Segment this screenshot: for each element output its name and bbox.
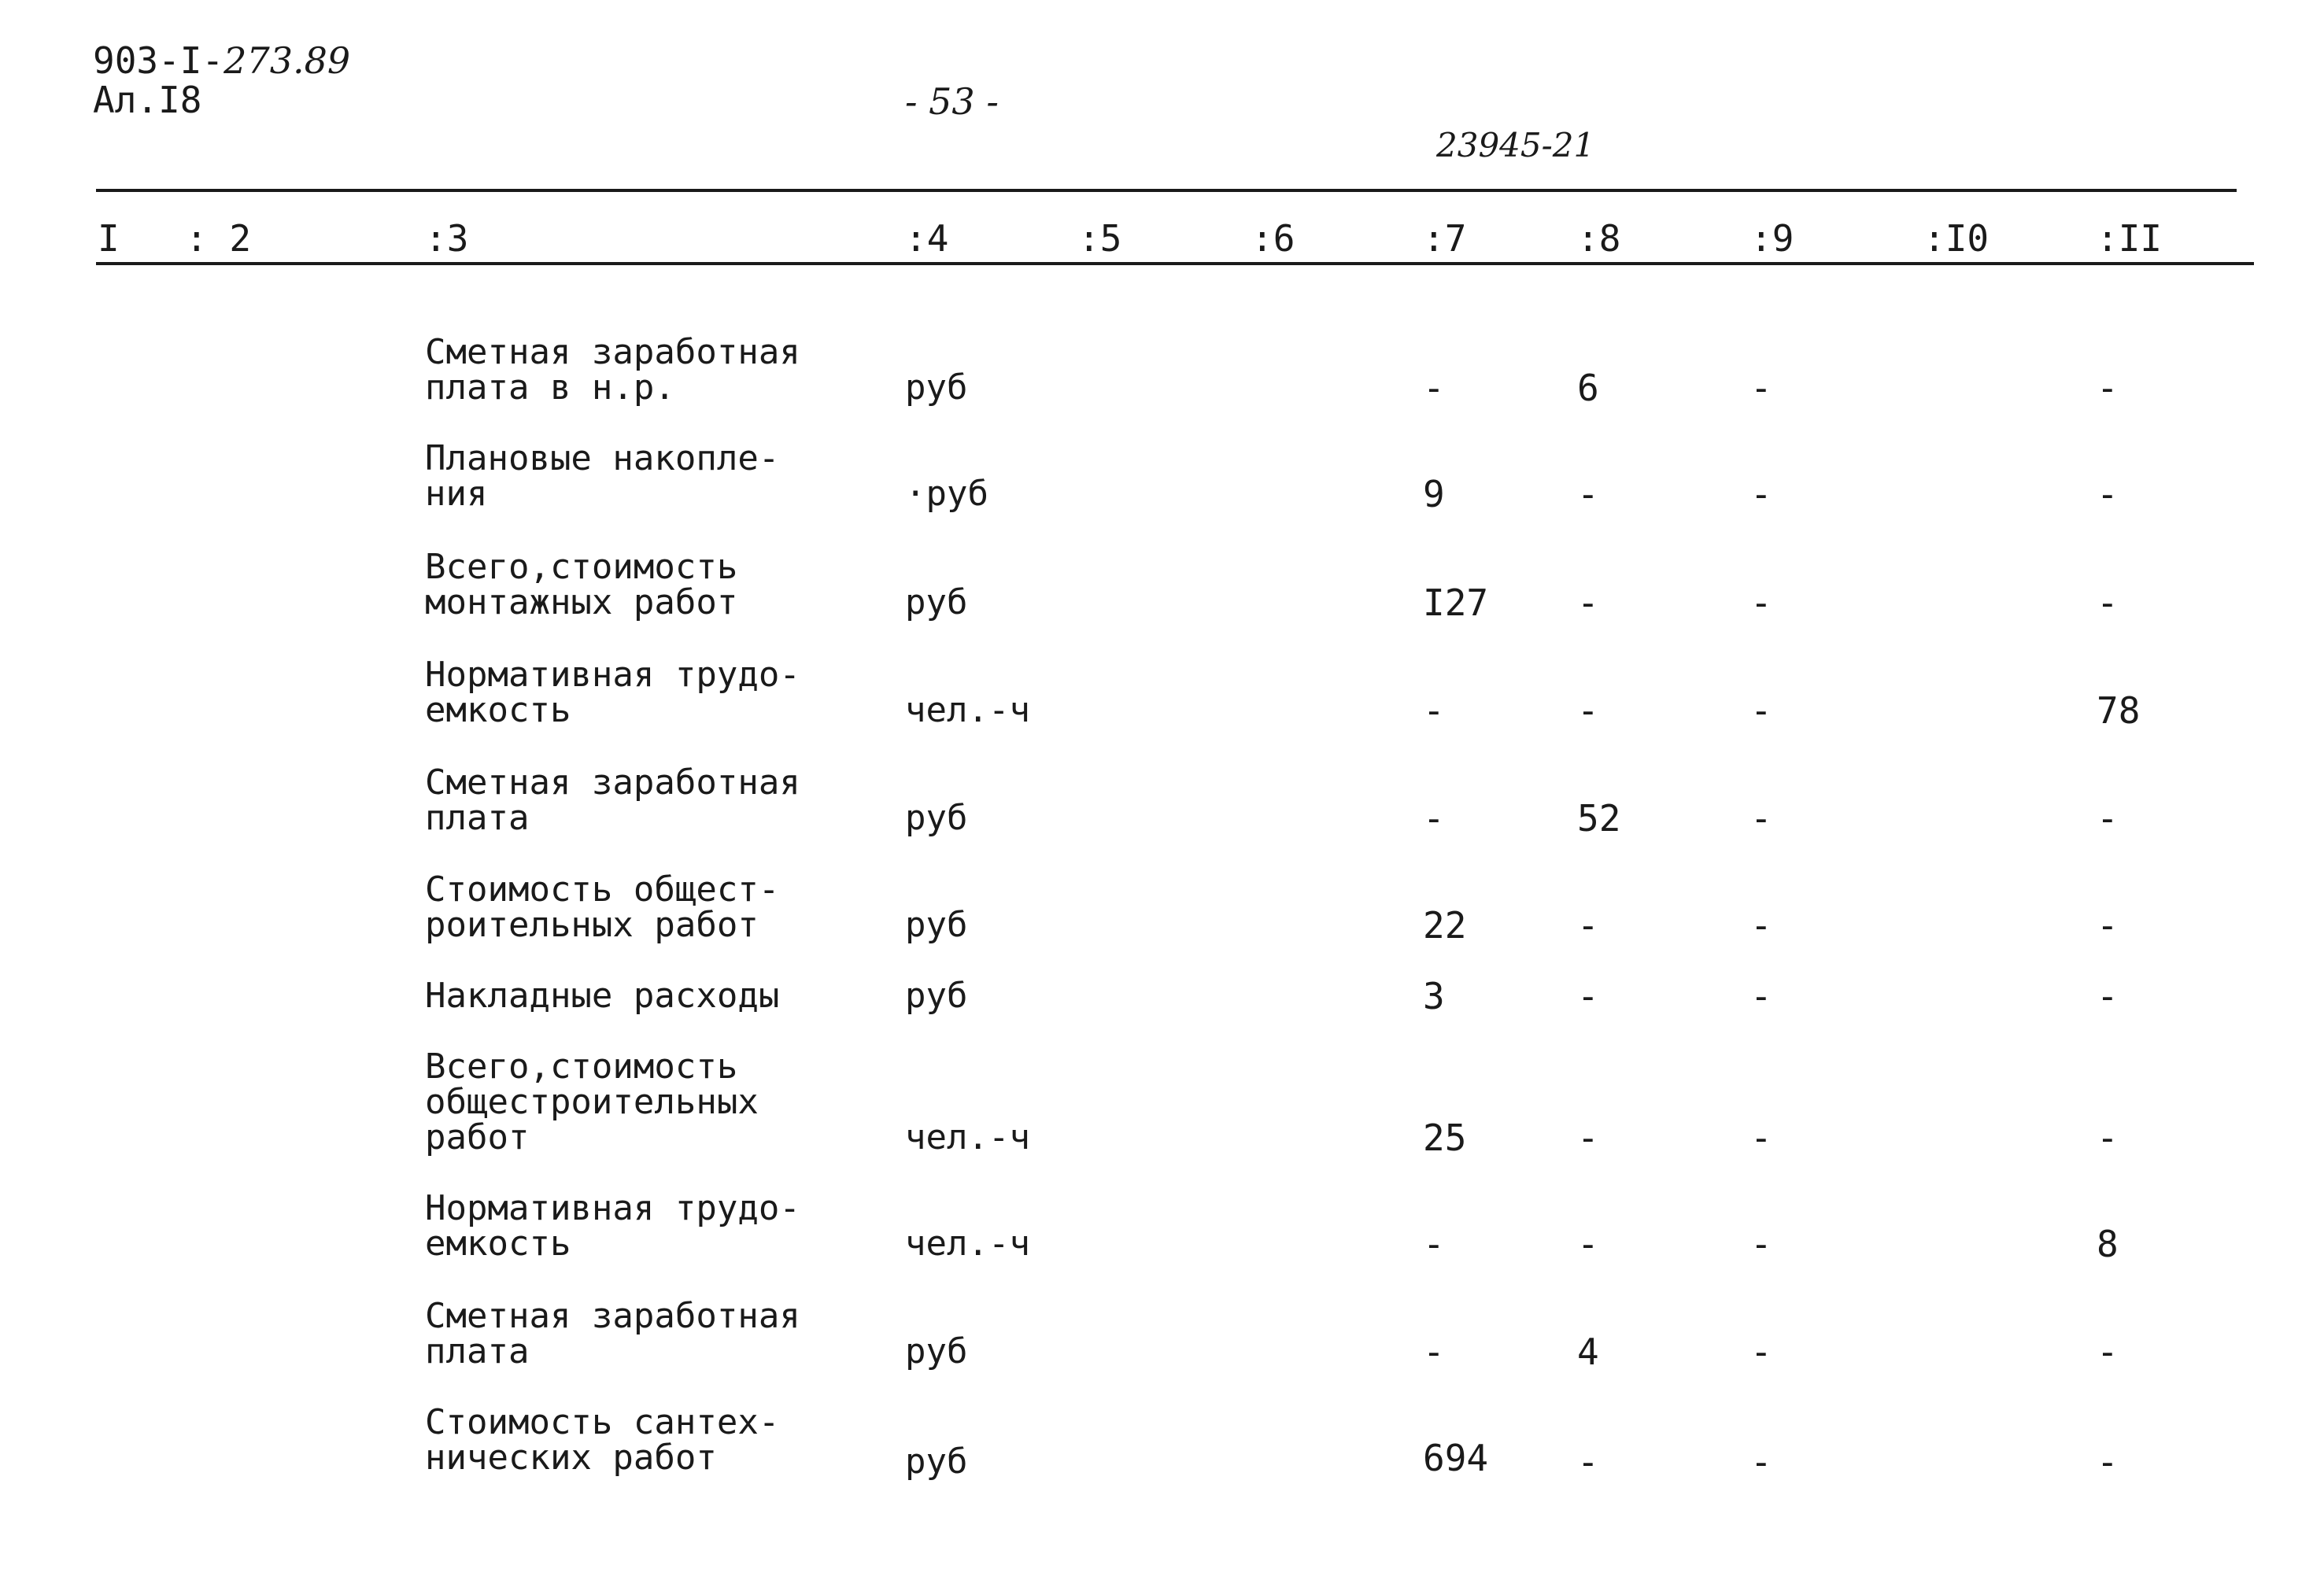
row-col-11: - bbox=[2097, 975, 2119, 1017]
column-header-9: :9 bbox=[1750, 217, 1794, 260]
row-col-8: - bbox=[1577, 473, 1599, 515]
row-col-11: - bbox=[2097, 367, 2119, 409]
column-header-10: :I0 bbox=[1923, 217, 1990, 260]
column-header-2: : 2 bbox=[186, 217, 252, 260]
row-col-11: - bbox=[2097, 473, 2119, 515]
row-unit: руб bbox=[905, 367, 968, 408]
row-col-8: 6 bbox=[1577, 367, 1599, 409]
row-col-8: - bbox=[1577, 1441, 1599, 1483]
column-header-5: :5 bbox=[1078, 217, 1122, 260]
row-description: Стоимость общест- роительных работ bbox=[425, 869, 780, 945]
sheet-number: Ал.I8 bbox=[93, 79, 202, 121]
row-col-7: 3 bbox=[1423, 975, 1445, 1017]
row-col-8: - bbox=[1577, 581, 1599, 624]
row-col-7: 25 bbox=[1423, 1117, 1467, 1159]
row-unit: руб bbox=[905, 798, 968, 838]
row-col-9: - bbox=[1750, 975, 1772, 1017]
row-col-7: I27 bbox=[1423, 581, 1489, 624]
row-col-8: - bbox=[1577, 1117, 1599, 1159]
row-col-11: - bbox=[2097, 797, 2119, 840]
row-unit: руб bbox=[905, 1331, 968, 1371]
column-header-3: :3 bbox=[425, 217, 469, 260]
row-col-9: - bbox=[1750, 1117, 1772, 1159]
row-col-7: - bbox=[1423, 1331, 1445, 1373]
row-col-9: - bbox=[1750, 367, 1772, 409]
row-description: Всего,стоимость монтажных работ bbox=[425, 547, 738, 622]
row-col-9: - bbox=[1750, 1331, 1772, 1373]
row-col-7: 694 bbox=[1423, 1437, 1489, 1479]
row-unit: руб bbox=[905, 976, 968, 1016]
row-col-11: 8 bbox=[2097, 1223, 2119, 1265]
row-col-8: 52 bbox=[1577, 797, 1621, 840]
row-col-11: - bbox=[2097, 581, 2119, 624]
column-header-7: :7 bbox=[1423, 217, 1467, 260]
row-col-8: - bbox=[1577, 689, 1599, 732]
row-description: Сметная заработная плата bbox=[425, 1296, 800, 1371]
row-unit: руб bbox=[905, 1442, 968, 1482]
row-col-9: - bbox=[1750, 904, 1772, 947]
row-col-7: - bbox=[1423, 689, 1445, 732]
row-col-7: 9 bbox=[1423, 473, 1445, 515]
column-header-6: :6 bbox=[1251, 217, 1295, 260]
row-unit: руб bbox=[905, 582, 968, 622]
row-col-9: - bbox=[1750, 1223, 1772, 1265]
row-col-8: 4 bbox=[1577, 1331, 1599, 1373]
row-col-11: - bbox=[2097, 1441, 2119, 1483]
row-col-8: - bbox=[1577, 1223, 1599, 1265]
column-header-11: :II bbox=[2097, 217, 2163, 260]
row-col-7: - bbox=[1423, 1223, 1445, 1265]
row-unit: чел.-ч bbox=[905, 1224, 1030, 1264]
row-unit: чел.-ч bbox=[905, 1117, 1030, 1157]
document-code bbox=[93, 41, 350, 80]
row-col-11: 78 bbox=[2097, 689, 2141, 732]
header-rule bbox=[96, 262, 2254, 265]
row-unit: ·руб bbox=[905, 474, 988, 514]
row-col-11: - bbox=[2097, 1331, 2119, 1373]
row-description: Всего,стоимость общестроительных работ bbox=[425, 1047, 759, 1157]
row-col-9: - bbox=[1750, 581, 1772, 624]
row-description: Накладные расходы bbox=[425, 976, 780, 1016]
row-col-8: - bbox=[1577, 904, 1599, 947]
row-description: Нормативная трудо- емкость bbox=[425, 1188, 800, 1264]
row-description: Сметная заработная плата bbox=[425, 762, 800, 838]
column-header-4: :4 bbox=[905, 217, 949, 260]
row-description: Сметная заработная плата в н.р. bbox=[425, 332, 800, 408]
row-col-11: - bbox=[2097, 1117, 2119, 1159]
top-rule bbox=[96, 189, 2237, 192]
row-col-7: - bbox=[1423, 797, 1445, 840]
row-unit: чел.-ч bbox=[905, 690, 1030, 730]
row-description: Стоимость сантех- нических работ bbox=[425, 1402, 780, 1478]
row-col-11: - bbox=[2097, 904, 2119, 947]
column-header-1: I bbox=[98, 217, 120, 260]
row-col-9: - bbox=[1750, 797, 1772, 840]
row-description: Нормативная трудо- емкость bbox=[425, 655, 800, 730]
row-col-7: 22 bbox=[1423, 904, 1467, 947]
row-col-9: - bbox=[1750, 473, 1772, 515]
document-code-prefix: 903-I- bbox=[93, 39, 224, 82]
row-description: Плановые накопле- ния bbox=[425, 438, 780, 514]
page-number: - 53 - bbox=[905, 80, 999, 123]
column-header-8: :8 bbox=[1577, 217, 1621, 260]
row-col-8: - bbox=[1577, 975, 1599, 1017]
document-code-handwritten: 273.89 bbox=[224, 39, 351, 82]
row-unit: руб bbox=[905, 905, 968, 945]
row-col-9: - bbox=[1750, 1441, 1772, 1483]
row-col-9: - bbox=[1750, 689, 1772, 732]
row-col-7: - bbox=[1423, 367, 1445, 409]
document-reference: 23945-21 bbox=[1436, 126, 1595, 164]
